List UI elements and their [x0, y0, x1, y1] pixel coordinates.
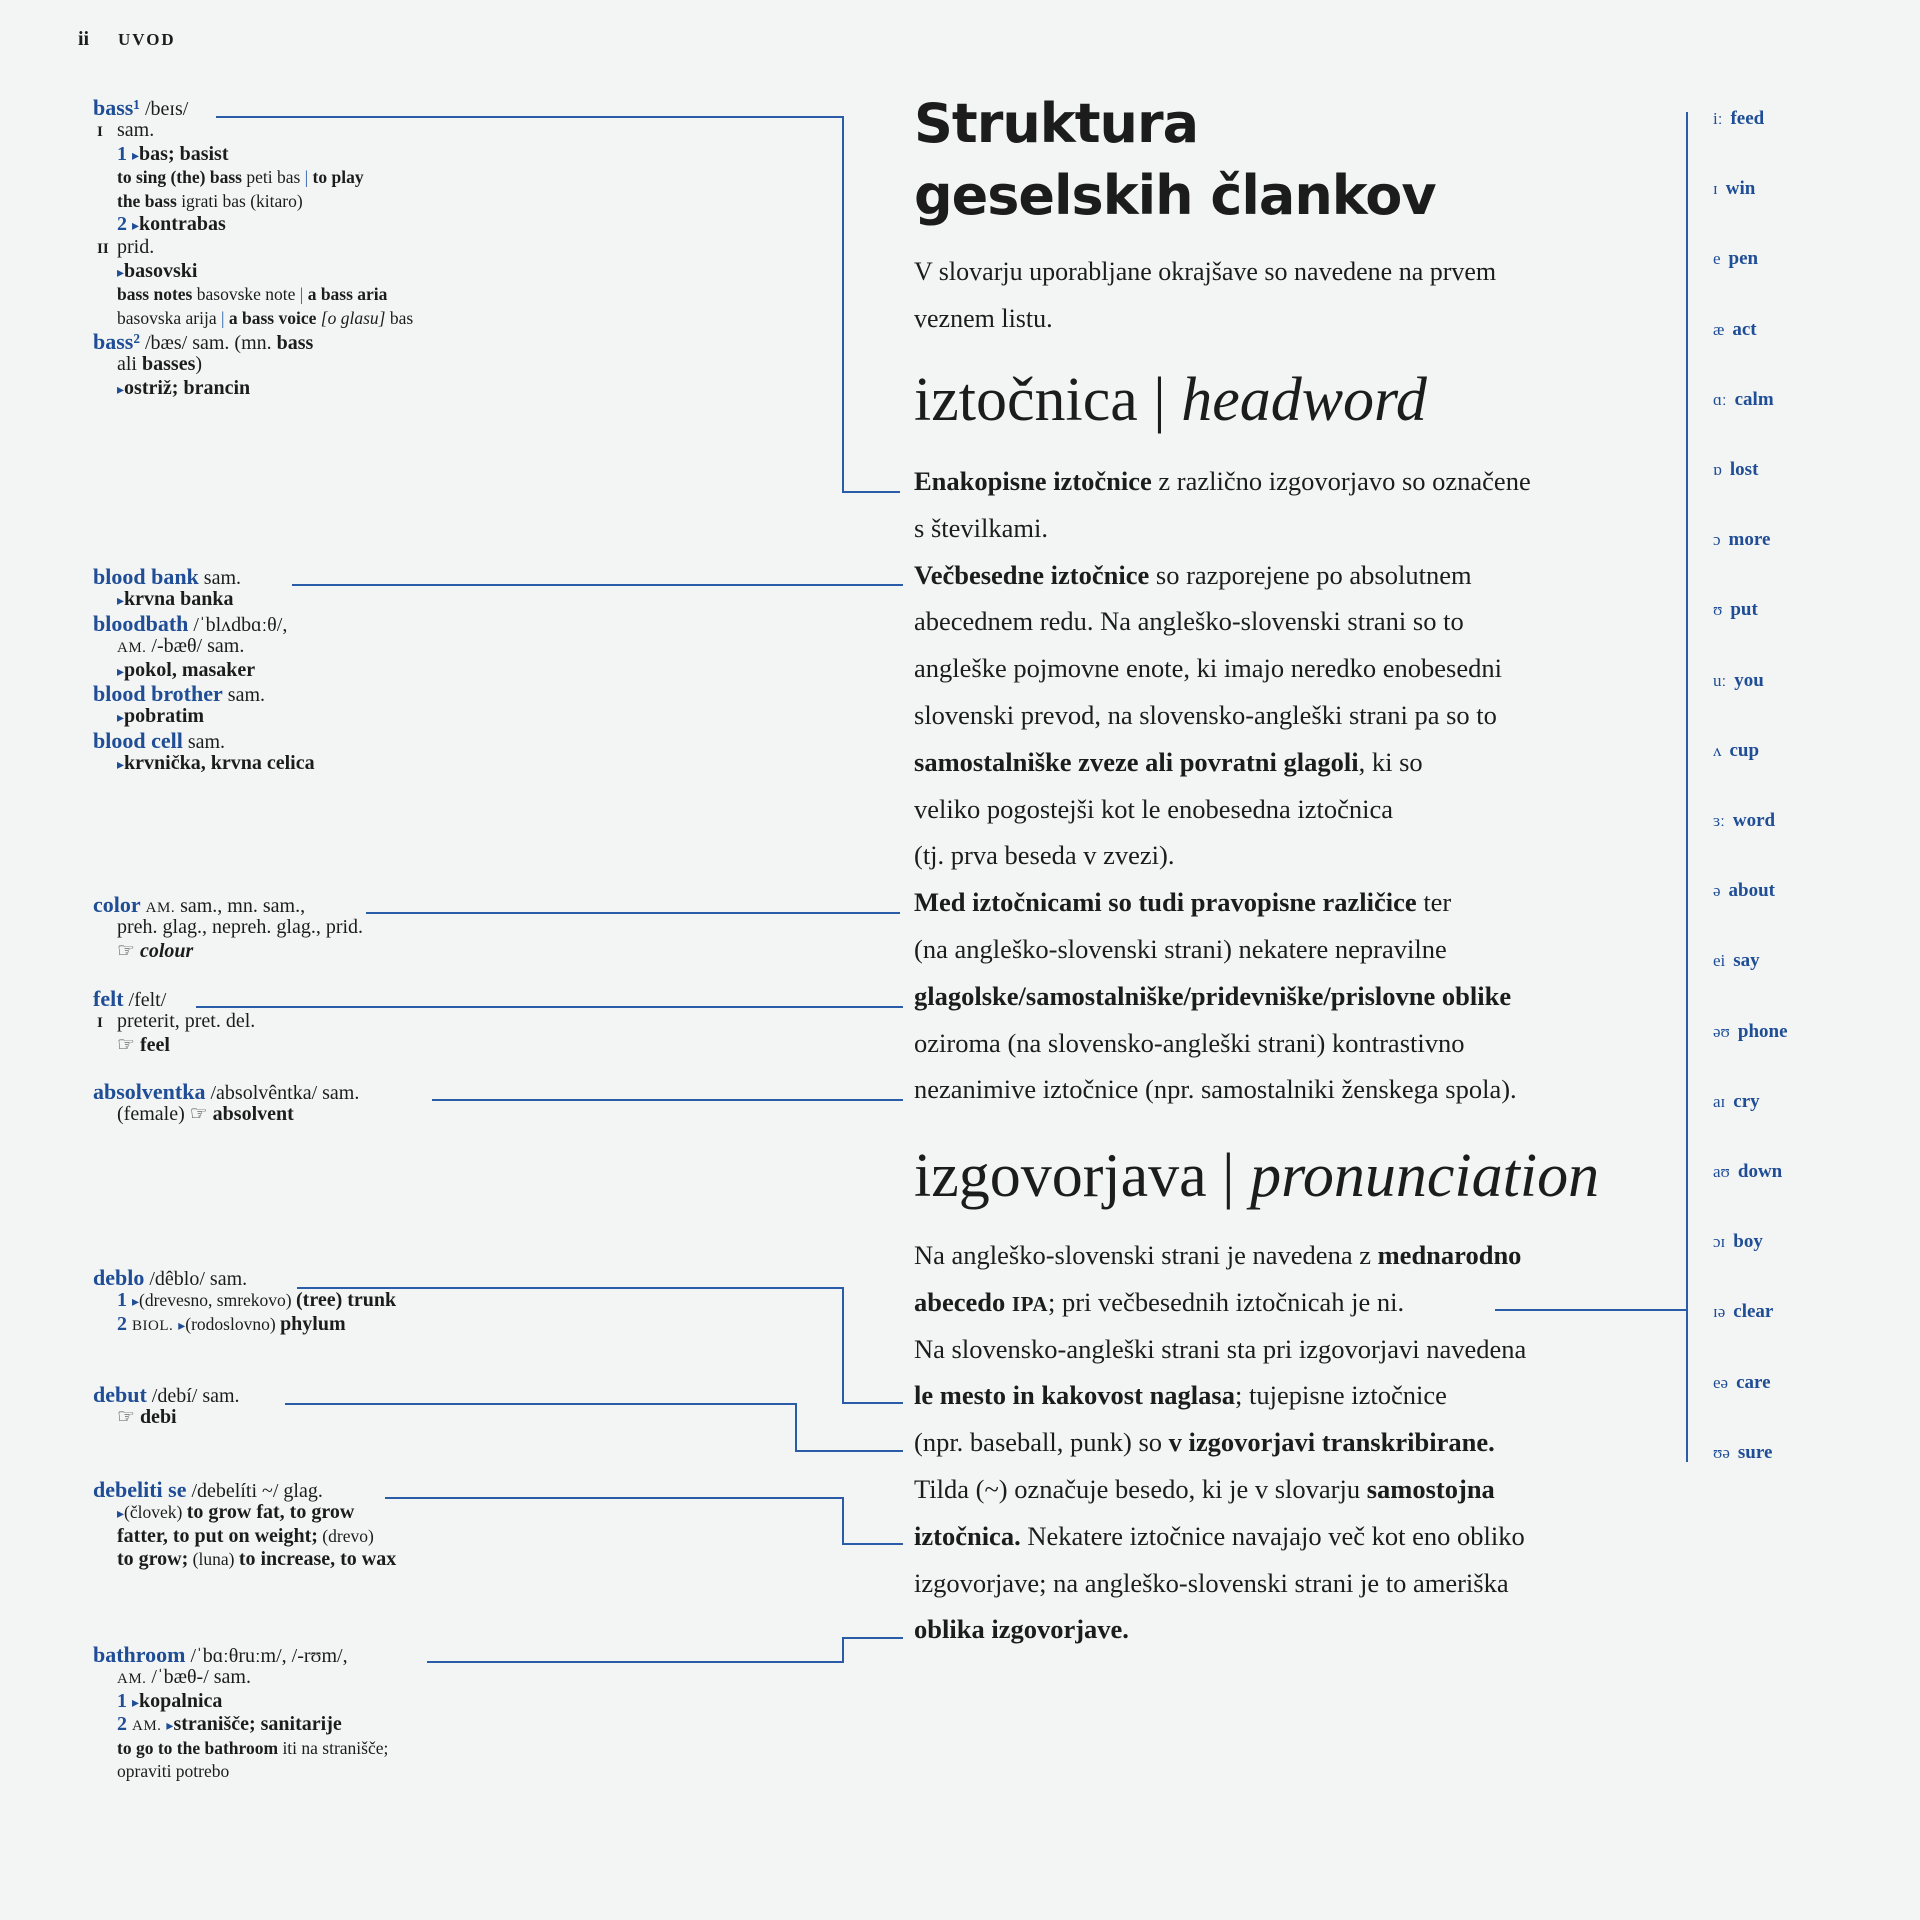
- text: Na slovensko-angleški strani sta pri izgovorjavi navedena: [914, 1333, 1527, 1364]
- text: z različno izgovorjavo so označene: [1151, 466, 1531, 496]
- separator: |: [221, 307, 225, 328]
- example-translation: bas: [385, 307, 414, 328]
- example-word: feed: [1730, 108, 1765, 129]
- sense-number: 2: [117, 212, 132, 235]
- entry-text: ali: [117, 353, 142, 376]
- heading-pronunciation-sl: izgovorjava: [914, 1142, 1207, 1210]
- ipa-symbol: ei: [1713, 951, 1726, 971]
- translation: kopalnica: [139, 1689, 223, 1712]
- arrow-icon: ▸: [117, 758, 125, 774]
- ipa-symbol: ɔ: [1713, 530, 1721, 550]
- headword: blood bank: [93, 564, 199, 589]
- text: ter: [1416, 887, 1452, 918]
- emphasis: Med iztočnicami so tudi pravopisne različice: [914, 887, 1417, 918]
- text: (na angleško-slovenski strani) nekatere nepravilne: [914, 933, 1447, 964]
- roman-numeral: I: [97, 1015, 103, 1032]
- example-translation: peti bas: [241, 167, 305, 188]
- entry-text: /absolvêntka/ sam.: [205, 1082, 360, 1104]
- example-word: say: [1733, 950, 1760, 972]
- text: oziroma (na slovensko-angleški strani) kontrastivno: [914, 1027, 1465, 1058]
- emphasis: glagolske/samostalniške/pridevniške/prislovne oblike: [914, 980, 1512, 1011]
- entry-text: /ˈblʌdbɑːθ/,: [188, 613, 288, 636]
- sense-number: 1: [117, 1289, 132, 1312]
- example-word: pen: [1728, 248, 1759, 270]
- section-title: UVOD: [118, 30, 176, 49]
- example-translation: basovske note: [192, 284, 300, 305]
- text: Tilda (~) označuje besedo, ki je v slovarju: [914, 1473, 1367, 1504]
- ipa-symbol: eə: [1713, 1372, 1729, 1392]
- headword: absolventka: [93, 1079, 206, 1104]
- text: Nekatere iztočnice navajajo več kot eno obliko: [1020, 1520, 1525, 1551]
- emphasis: oblika izgovorjave.: [914, 1614, 1129, 1645]
- text: s številkami.: [914, 512, 1048, 543]
- entry-text: /bæs/ sam. (mn.: [139, 331, 277, 354]
- example-translation: basovska arija: [117, 307, 221, 328]
- label-abbrev: AM.: [132, 1718, 162, 1735]
- ipa-symbol: aɪ: [1713, 1091, 1726, 1111]
- emphasis: le mesto in kakovost naglasa: [914, 1380, 1235, 1411]
- arrow-icon: ▸: [132, 218, 140, 234]
- text: angleške pojmovne enote, ki imajo neredko enobesedni: [914, 653, 1502, 684]
- example-phrase: to sing (the) bass: [117, 167, 242, 188]
- heading-separator: |: [1206, 1142, 1251, 1210]
- emphasis: samostojna: [1366, 1473, 1495, 1504]
- example-phrase: a bass aria: [303, 284, 388, 305]
- translation: fatter, to put on weight;: [117, 1524, 318, 1547]
- example-word: clear: [1733, 1301, 1774, 1323]
- emphasis: samostalniške zveze ali povratni glagoli: [914, 746, 1359, 777]
- entry-text: /felt/: [123, 989, 167, 1011]
- translation: (tree) trunk: [296, 1289, 397, 1312]
- example-word: cup: [1729, 739, 1760, 761]
- connector-deblo: [297, 1288, 903, 1403]
- intro-line: veznem listu.: [914, 304, 1053, 333]
- arrow-icon: ▸: [117, 382, 125, 398]
- emphasis: iztočnica.: [914, 1520, 1021, 1551]
- text: ; tujepisne iztočnice: [1234, 1380, 1447, 1411]
- connector-debut: [285, 1404, 903, 1451]
- translation: to grow;: [117, 1548, 189, 1571]
- heading-headword-sl: iztočnica: [914, 366, 1138, 434]
- headword: bloodbath: [93, 610, 189, 636]
- emphasis: abecedo: [914, 1286, 1012, 1317]
- translation: basovski: [124, 259, 198, 282]
- heading-headword-en: headword: [1181, 366, 1427, 434]
- translation: bas; basist: [139, 142, 229, 165]
- translation: to grow fat, to grow: [186, 1501, 355, 1524]
- ipa-symbol: ɔɪ: [1713, 1232, 1726, 1252]
- translation: debi: [139, 1406, 177, 1429]
- example-translation: opraviti potrebo: [117, 1760, 230, 1781]
- text: veliko pogostejši kot le enobesedna iztočnica: [914, 793, 1394, 824]
- example-word: put: [1730, 599, 1758, 621]
- sense-number: 1: [117, 142, 132, 165]
- example-word: lost: [1729, 459, 1759, 480]
- ipa-symbol: aʊ: [1713, 1162, 1730, 1181]
- translation: stranišče; sanitarije: [173, 1713, 342, 1736]
- example-phrase: a bass voice: [224, 307, 321, 328]
- example-translation: (rodoslovno): [185, 1313, 281, 1334]
- example-phrase: bass notes: [117, 284, 193, 305]
- text: slovenski prevod, na slovensko-angleški strani pa so to: [914, 699, 1497, 730]
- entry-text: /ˈbæθ-/ sam.: [146, 1666, 251, 1689]
- emphasis: Večbesedne iztočnice: [914, 559, 1150, 590]
- arrow-icon: ▸: [132, 1295, 140, 1311]
- example-word: boy: [1733, 1231, 1763, 1253]
- entry-text: sam.: [117, 119, 155, 142]
- ipa-symbol: ɒ: [1713, 460, 1722, 479]
- label-abbrev: BIOL.: [132, 1317, 174, 1334]
- entry-text: ☞: [117, 1406, 140, 1429]
- arrow-icon: ▸: [117, 711, 125, 727]
- text: ; pri večbesednih iztočnicah je ni.: [1048, 1286, 1405, 1317]
- separator: |: [304, 167, 309, 188]
- page-title-line: Struktura: [914, 92, 1199, 155]
- emphasis: v izgovorjavi transkribirane.: [1168, 1427, 1495, 1458]
- headword: felt: [93, 986, 124, 1011]
- text: nezanimive iztočnice (npr. samostalniki ženskega spola).: [914, 1074, 1517, 1105]
- ipa-symbol: ʌ: [1713, 740, 1722, 760]
- example-phrase: to play: [308, 167, 364, 188]
- arrow-icon: ▸: [178, 1318, 186, 1334]
- headword: bass²: [93, 328, 140, 354]
- headword: color: [93, 892, 141, 917]
- label-abbrev: AM.: [145, 900, 176, 916]
- heading-separator: |: [1137, 366, 1182, 434]
- entry-text: preterit, pret. del.: [117, 1010, 256, 1033]
- translation: pobratim: [124, 705, 205, 728]
- entry-text: prid.: [117, 236, 155, 259]
- page-title-line: geselskih člankov: [914, 164, 1436, 227]
- entry-text: sam.: [198, 567, 242, 589]
- ipa-symbol: ɪ: [1713, 179, 1718, 199]
- ipa-symbol: əʊ: [1713, 1021, 1730, 1041]
- translation: ostriž; brancin: [124, 376, 251, 399]
- entry-text: /beɪs/: [139, 98, 189, 120]
- entry-text: ☞: [117, 1033, 140, 1056]
- example-word: you: [1734, 669, 1764, 691]
- ipa-symbol: iː: [1713, 109, 1723, 128]
- cross-reference: colour: [139, 939, 194, 962]
- arrow-icon: ▸: [132, 1695, 140, 1711]
- entry-text: /-bæθ/ sam.: [146, 635, 245, 658]
- label-abbrev: AM.: [117, 1671, 147, 1688]
- example-translation: (človek): [124, 1502, 187, 1523]
- example-translation: (luna): [188, 1549, 239, 1570]
- text: , ki so: [1358, 746, 1423, 777]
- arrow-icon: ▸: [166, 1719, 174, 1735]
- example-translation: (drevo): [317, 1525, 374, 1546]
- headword: bathroom: [93, 1642, 186, 1667]
- example-word: about: [1728, 880, 1776, 902]
- headword: blood brother: [93, 680, 223, 706]
- arrow-icon: ▸: [117, 1507, 125, 1523]
- emphasis: mednarodno: [1377, 1240, 1522, 1270]
- sense-number: 2: [117, 1713, 132, 1736]
- entry-text: ☞: [117, 939, 140, 962]
- headword: bass¹: [93, 95, 140, 120]
- sense-number: 1: [117, 1689, 132, 1712]
- headword: deblo: [93, 1265, 145, 1290]
- sense-number: 2: [117, 1312, 132, 1335]
- text: (tj. prva beseda v zvezi).: [914, 840, 1175, 871]
- example-word: care: [1736, 1371, 1771, 1393]
- arrow-icon: ▸: [132, 148, 140, 164]
- example-word: win: [1725, 178, 1756, 200]
- separator: |: [299, 284, 304, 305]
- text: Na angleško-slovenski strani je navedena z: [914, 1240, 1378, 1270]
- translation: feel: [139, 1033, 170, 1056]
- ipa-symbol: ʊə: [1713, 1442, 1730, 1462]
- example-word: sure: [1737, 1441, 1773, 1463]
- page-number: ii: [78, 28, 90, 50]
- text: abecednem redu. Na angleško-slovenski strani so to: [914, 606, 1464, 637]
- ipa-symbol: ʊ: [1713, 600, 1723, 620]
- entry-text: /debí/ sam.: [146, 1385, 240, 1407]
- entry-text: sam.: [222, 683, 265, 706]
- text: (npr. baseball, punk) so: [914, 1427, 1169, 1458]
- example-word: word: [1732, 810, 1776, 831]
- ipa-symbol: e: [1713, 249, 1721, 269]
- headword: debeliti se: [93, 1477, 187, 1502]
- example-word: cry: [1733, 1090, 1760, 1112]
- translation: basses: [142, 353, 196, 376]
- entry-text: /debelíti ~/ glag.: [186, 1480, 323, 1502]
- ipa-symbol: ɑː: [1713, 389, 1727, 409]
- example-word: act: [1732, 318, 1757, 340]
- label-abbrev: AM.: [117, 640, 147, 657]
- translation: krvna banka: [124, 588, 234, 611]
- ipa-symbol: ə: [1713, 881, 1721, 901]
- intro-line: V slovarju uporabljane okrajšave so navedene na prvem: [914, 257, 1497, 286]
- headword: blood cell: [93, 727, 183, 753]
- example-phrase: the bass: [117, 190, 177, 211]
- example-word: calm: [1734, 388, 1774, 410]
- translation: phylum: [280, 1312, 346, 1335]
- ipa-symbol: uː: [1713, 670, 1727, 690]
- translation: krvnička, krvna celica: [124, 752, 315, 775]
- connector-bathroom: [427, 1638, 903, 1662]
- text: so razporejene po absolutnem: [1149, 559, 1472, 590]
- ipa-symbol: ɜː: [1713, 811, 1725, 830]
- arrow-icon: ▸: [117, 265, 125, 281]
- entry-text: (female) ☞: [117, 1103, 213, 1126]
- ipa-symbol: ɪə: [1713, 1302, 1726, 1322]
- example-translation: igrati bas (kitaro): [176, 190, 303, 211]
- ipa-symbol: æ: [1713, 319, 1725, 339]
- text: izgovorjave; na angleško-slovenski strani je to ameriška: [914, 1567, 1509, 1598]
- usage-note: [o glasu]: [320, 307, 386, 328]
- entry-text: preh. glag., nepreh. glag., prid.: [117, 916, 364, 939]
- example-phrase: to go to the bathroom: [117, 1737, 279, 1758]
- roman-numeral: II: [97, 241, 109, 258]
- example-translation: iti na stranišče;: [278, 1737, 389, 1758]
- translation: pokol, masaker: [124, 658, 256, 681]
- emphasis: Enakopisne iztočnice: [914, 466, 1152, 496]
- entry-text: sam.: [182, 730, 226, 753]
- arrow-icon: ▸: [117, 594, 125, 610]
- example-word: down: [1737, 1161, 1783, 1182]
- connector-bass: [216, 117, 900, 492]
- abbreviation: IPA: [1011, 1291, 1048, 1316]
- roman-numeral: I: [97, 124, 103, 141]
- translation: kontrabas: [139, 212, 226, 235]
- example-word: phone: [1737, 1020, 1788, 1042]
- translation: bass: [276, 331, 314, 354]
- translation: to increase, to wax: [238, 1548, 397, 1571]
- example-translation: (drevesno, smrekovo): [139, 1290, 297, 1311]
- connector-debeliti: [385, 1498, 903, 1544]
- entry-text: sam., mn. sam.,: [175, 895, 306, 917]
- entry-text: ): [195, 353, 203, 376]
- headword: debut: [93, 1382, 147, 1407]
- heading-pronunciation-en: pronunciation: [1250, 1142, 1600, 1210]
- example-word: more: [1728, 529, 1771, 551]
- entry-text: /dêblo/ sam.: [144, 1268, 248, 1290]
- arrow-icon: ▸: [117, 664, 125, 680]
- entry-text: /ˈbɑːθruːm/, /-rʊm/,: [185, 1645, 348, 1667]
- translation: absolvent: [212, 1103, 294, 1126]
